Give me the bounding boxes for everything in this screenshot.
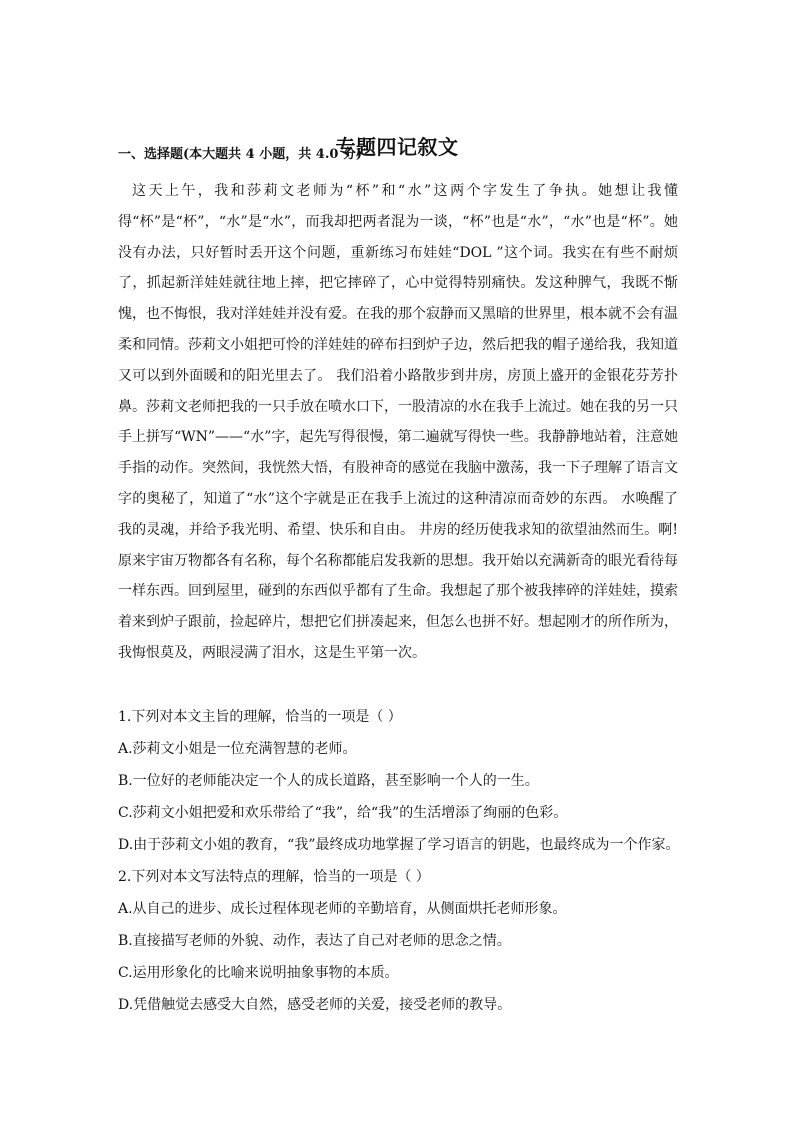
option-c: C.运用形象化的比喻来说明抽象事物的本质。	[118, 965, 399, 981]
reading-passage: 这天上午，我和莎莉文老师为“杯”和“水”这两个字发生了争执。她想让我懂得“杯”是“杯”，“水”是“水”，而我却把两者混为一谈，“杯”也是“水”，“水”也是“杯”。她没有办法，只好暂时丢开这个问题，重新练习布娃娃“DOL ”这个词。我实在有些不耐烦了，抓起新洋娃娃就往地上摔，把它摔碎了，心中觉得特别痛快。发这种脾气，我既不惭愧，也不悔恨，我对洋娃娃并没有爱。在我的那个寂静而又黑暗的世界里，根本就不会有温柔和同情。莎莉文小姐把可怜的洋娃娃的碎布扫到炉子边，然后把我的帽子递给我，我知道又可以到外面暖和的阳光里去了。 我们沿着小路散步到井房，房顶上盛开的金银花芬芳扑鼻。莎莉文老师把我的一只手放在喷水口下，一股清凉的水在我手上流过。她在我的另一只手上拼写“WN”——“水”字，起先写得很慢，第二遍就写得快一些。我静静地站着，注意她手指的动作。突然间，我恍然大悟，有股神奇的感觉在我脑中激荡，我一下子理解了语言文字的奥秘了，知道了“水”这个字就是正在我手上流过的这种清凉而奇妙的东西。 水唤醒了我的灵魂，并给予我光明、希望、快乐和自由。 井房的经历使我求知的欲望油然而生。啊!原来宇宙万物都各有名称，每个名称都能启发我新的思想。我开始以充满新奇的眼光看待每一样东西。回到屋里，碰到的东西似乎都有了生命。我想起了那个被我摔碎的洋娃娃，摸索着来到炉子跟前，捡起碎片，想把它们拼凑起来，但怎么也拼不好。想起刚才的所作所为，我悔恨莫及，两眼浸满了泪水，这是生平第一次。	[118, 183, 678, 661]
question-stem: 1.下列对本文主旨的理解，恰当的一项是（ ）	[118, 709, 402, 725]
page-title: 专题四记叙文	[335, 135, 459, 159]
option-a: A.从自己的进步、成长过程体现老师的辛勤培育，从侧面烘托老师形象。	[118, 901, 567, 917]
question-list	[118, 701, 698, 1021]
option-d: D.由于莎莉文小姐的教育，“我”最终成功地掌握了学习语言的钥匙，也最终成为一个作家。	[118, 837, 680, 853]
section-header: 一、选择题(本大题共 4 小题，共 4.0 分)	[118, 147, 363, 162]
option-b: B.直接描写老师的外貌、动作，表达了自己对老师的思念之情。	[118, 933, 511, 949]
option-d: D.凭借触觉去感受大自然，感受老师的关爱，接受老师的教导。	[118, 997, 512, 1013]
option-a: A.莎莉文小姐是一位充满智慧的老师。	[118, 741, 357, 757]
option-b: B.一位好的老师能决定一个人的成长道路，甚至影响一个人的一生。	[118, 773, 539, 789]
option-c: C.莎莉文小姐把爱和欢乐带给了“我”，给“我”的生活增添了绚丽的色彩。	[118, 805, 568, 821]
question-stem: 2.下列对本文写法特点的理解，恰当的一项是（ ）	[118, 869, 430, 885]
